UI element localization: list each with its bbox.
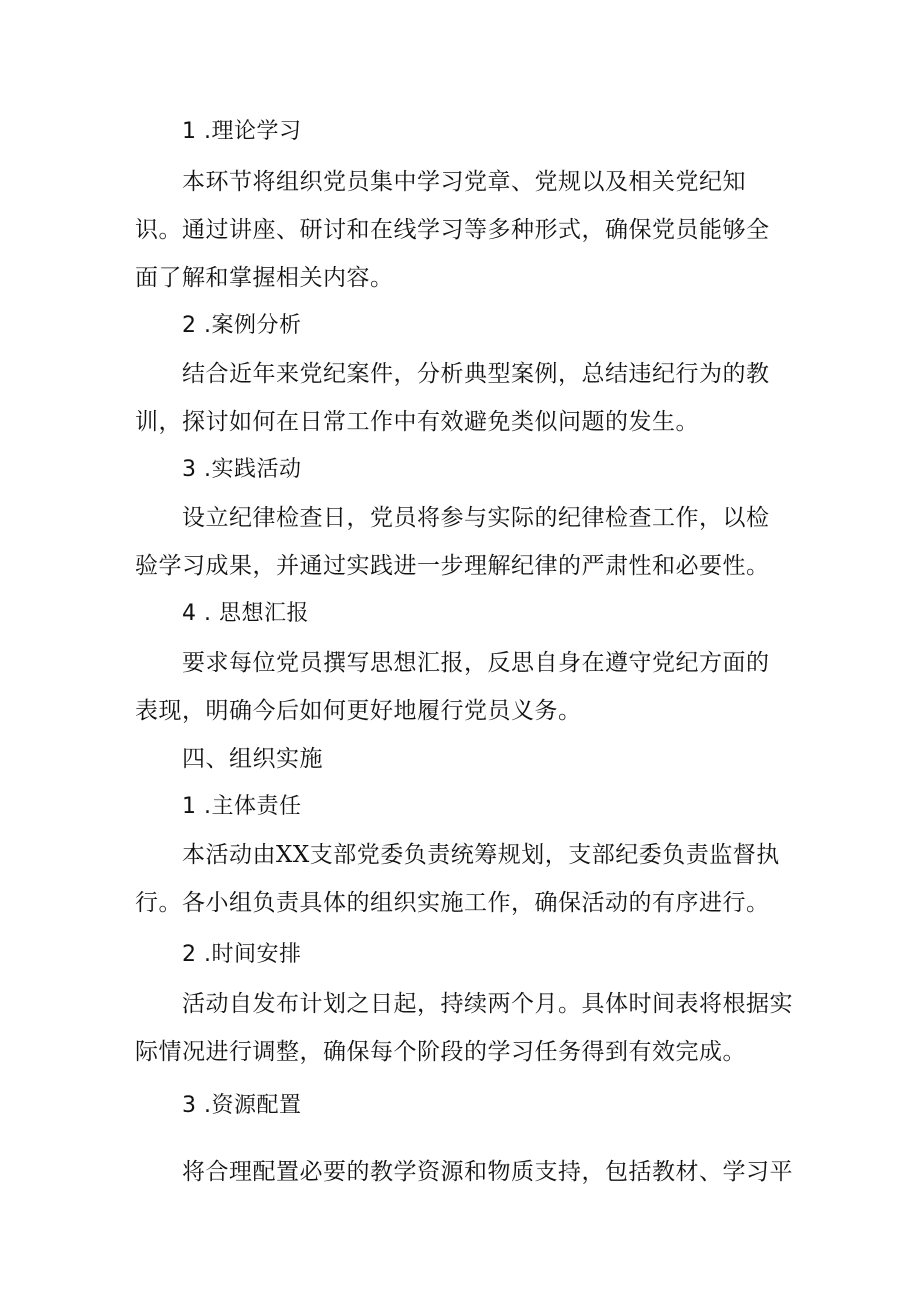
paragraph-line: 行。各小组负责具体的组织实施工作，确保活动的有序进行。 <box>135 890 770 916</box>
section-heading: 4 . 思想汇报 <box>182 601 309 626</box>
paragraph-line: 要求每位党员撰写思想汇报，反思自身在遵守党纪方面的 <box>182 650 770 676</box>
paragraph-line: 设立纪律检查日，党员将参与实际的纪律检查工作，以检 <box>182 505 770 531</box>
section-heading: 2 .案例分析 <box>182 313 302 338</box>
section-heading: 3 .实践活动 <box>182 457 302 482</box>
section-heading: 1 .主体责任 <box>182 794 302 819</box>
paragraph-line: 本环节将组织党员集中学习党章、党规以及相关党纪知 <box>182 169 746 195</box>
paragraph-line: 本活动由XX支部党委负责统筹规划，支部纪委负责监督执 <box>182 842 780 868</box>
paragraph-line: 结合近年来党纪案件，分析典型案例，总结违纪行为的教 <box>182 361 770 387</box>
chapter-heading: 四、组织实施 <box>182 746 323 772</box>
paragraph-line: 识。通过讲座、研讨和在线学习等多种形式，确保党员能够全 <box>135 217 770 243</box>
paragraph-line: 验学习成果，并通过实践进一步理解纪律的严肃性和必要性。 <box>135 553 770 579</box>
section-heading: 1 .理论学习 <box>182 119 302 144</box>
paragraph-line: 训，探讨如何在日常工作中有效避免类似问题的发生。 <box>135 409 699 435</box>
paragraph-line: 将合理配置必要的教学资源和物质支持，包括教材、学习平 <box>182 1159 793 1185</box>
paragraph-line: 活动自发布计划之日起，持续两个月。具体时间表将根据实 <box>182 991 793 1017</box>
paragraph-line: 表现，明确今后如何更好地履行党员义务。 <box>135 698 582 724</box>
paragraph-line: 面了解和掌握相关内容。 <box>135 265 394 291</box>
section-heading: 3 .资源配置 <box>182 1093 302 1118</box>
section-heading: 2 .时间安排 <box>182 942 302 967</box>
paragraph-line: 际情况进行调整，确保每个阶段的学习任务得到有效完成。 <box>135 1039 746 1065</box>
